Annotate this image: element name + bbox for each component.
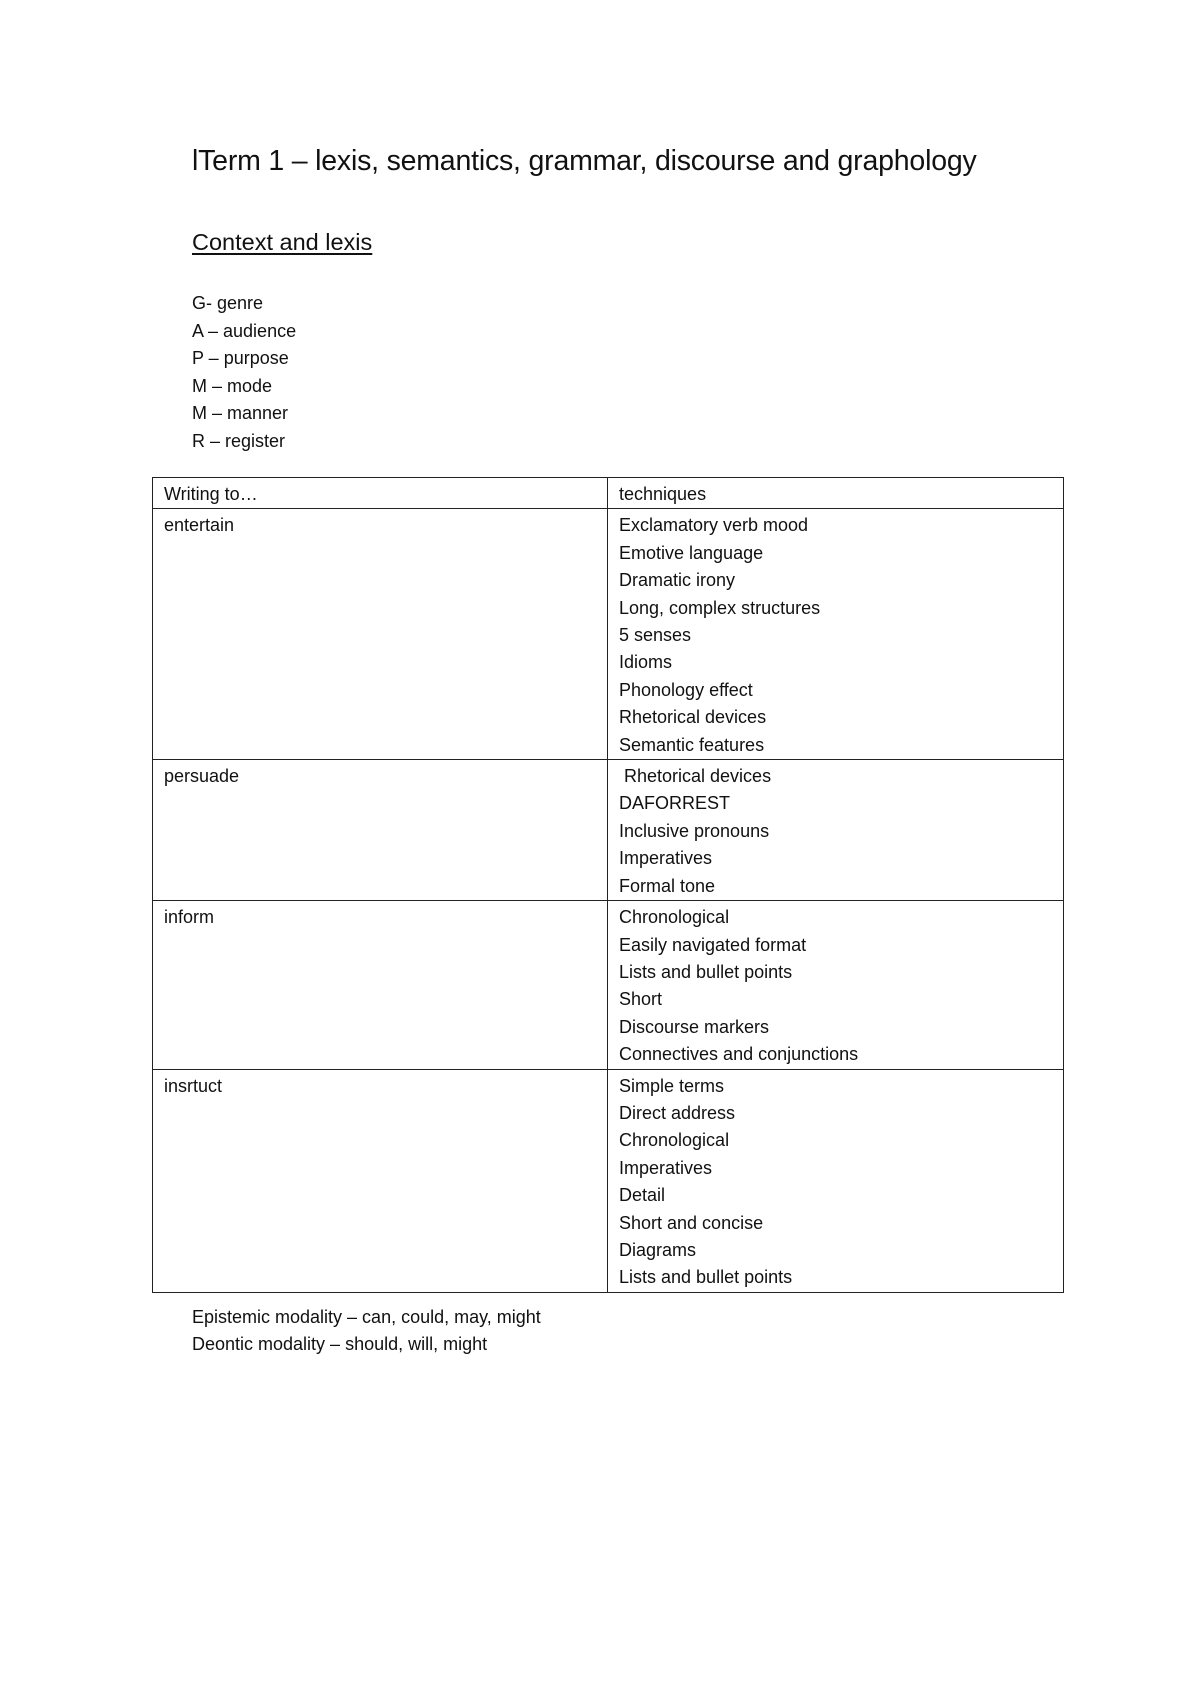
technique-item: Detail	[619, 1185, 666, 1206]
purpose-cell: insrtuct	[153, 1069, 608, 1292]
technique-item: Exclamatory verb mood	[619, 515, 809, 536]
table-row-inform	[153, 901, 1064, 1069]
techniques-cell	[608, 760, 1064, 901]
purpose-cell: persuade	[153, 760, 608, 901]
epistemic-modality-note: Epistemic modality – can, could, may, might	[192, 1307, 541, 1327]
technique-item: DAFORREST	[619, 793, 731, 814]
technique-item: Formal tone	[619, 875, 716, 896]
technique-item: Rhetorical devices	[619, 707, 767, 728]
technique-item: Chronological	[619, 1130, 730, 1151]
techniques-table	[152, 477, 1064, 1293]
technique-item: Simple terms	[619, 1075, 725, 1096]
technique-item: Imperatives	[619, 1157, 713, 1178]
gapmmr-item-purpose: P – purpose	[192, 348, 289, 368]
technique-item: Easily navigated format	[619, 934, 807, 955]
purpose-cell: inform	[153, 901, 608, 1069]
technique-item: Short and concise	[619, 1212, 764, 1233]
technique-item: Short	[619, 989, 663, 1010]
technique-item: Emotive language	[619, 542, 764, 563]
gapmmr-list	[192, 290, 296, 455]
technique-list	[619, 763, 1063, 900]
modality-notes	[192, 1304, 541, 1358]
header-writing-to: Writing to…	[153, 478, 608, 509]
technique-list	[619, 904, 1063, 1068]
techniques-table-wrapper	[152, 477, 1063, 1293]
technique-item: 5 senses	[619, 625, 692, 646]
technique-item: Diagrams	[619, 1239, 697, 1260]
technique-item: Discourse markers	[619, 1016, 770, 1037]
page-title: lTerm 1 – lexis, semantics, grammar, discourse and graphology	[192, 145, 977, 177]
technique-item: Inclusive pronouns	[619, 820, 770, 841]
gapmmr-item-audience: A – audience	[192, 320, 297, 341]
table-row-persuade	[153, 760, 1064, 901]
technique-list	[619, 512, 1063, 759]
section-heading: Context and lexis	[192, 229, 373, 255]
table-header-row	[153, 478, 1064, 509]
technique-item: Long, complex structures	[619, 597, 821, 618]
table-row-entertain	[153, 509, 1064, 760]
technique-item: Chronological	[619, 907, 730, 928]
techniques-cell	[608, 901, 1064, 1069]
purpose-cell: entertain	[153, 509, 608, 760]
technique-item: Connectives and conjunctions	[619, 1044, 859, 1065]
table-row-instruct	[153, 1069, 1064, 1292]
techniques-cell	[608, 509, 1064, 760]
technique-item: Imperatives	[619, 848, 713, 869]
technique-item: Lists and bullet points	[619, 1267, 793, 1288]
technique-item: Idioms	[619, 652, 673, 673]
gapmmr-item-genre: G- genre	[192, 293, 264, 313]
gapmmr-item-manner: M – manner	[192, 403, 289, 423]
technique-item: Direct address	[619, 1102, 736, 1123]
header-techniques: techniques	[608, 478, 1064, 509]
gapmmr-item-mode: M – mode	[192, 375, 273, 396]
technique-item: Phonology effect	[619, 679, 753, 700]
technique-list	[619, 1073, 1063, 1292]
gapmmr-item-register: R – register	[192, 430, 286, 451]
technique-item: Lists and bullet points	[619, 961, 793, 982]
techniques-cell	[608, 1069, 1064, 1292]
deontic-modality-note: Deontic modality – should, will, might	[192, 1334, 488, 1354]
technique-item: Dramatic irony	[619, 570, 736, 591]
technique-item: Semantic features	[619, 734, 765, 755]
technique-item: Rhetorical devices	[619, 766, 772, 787]
